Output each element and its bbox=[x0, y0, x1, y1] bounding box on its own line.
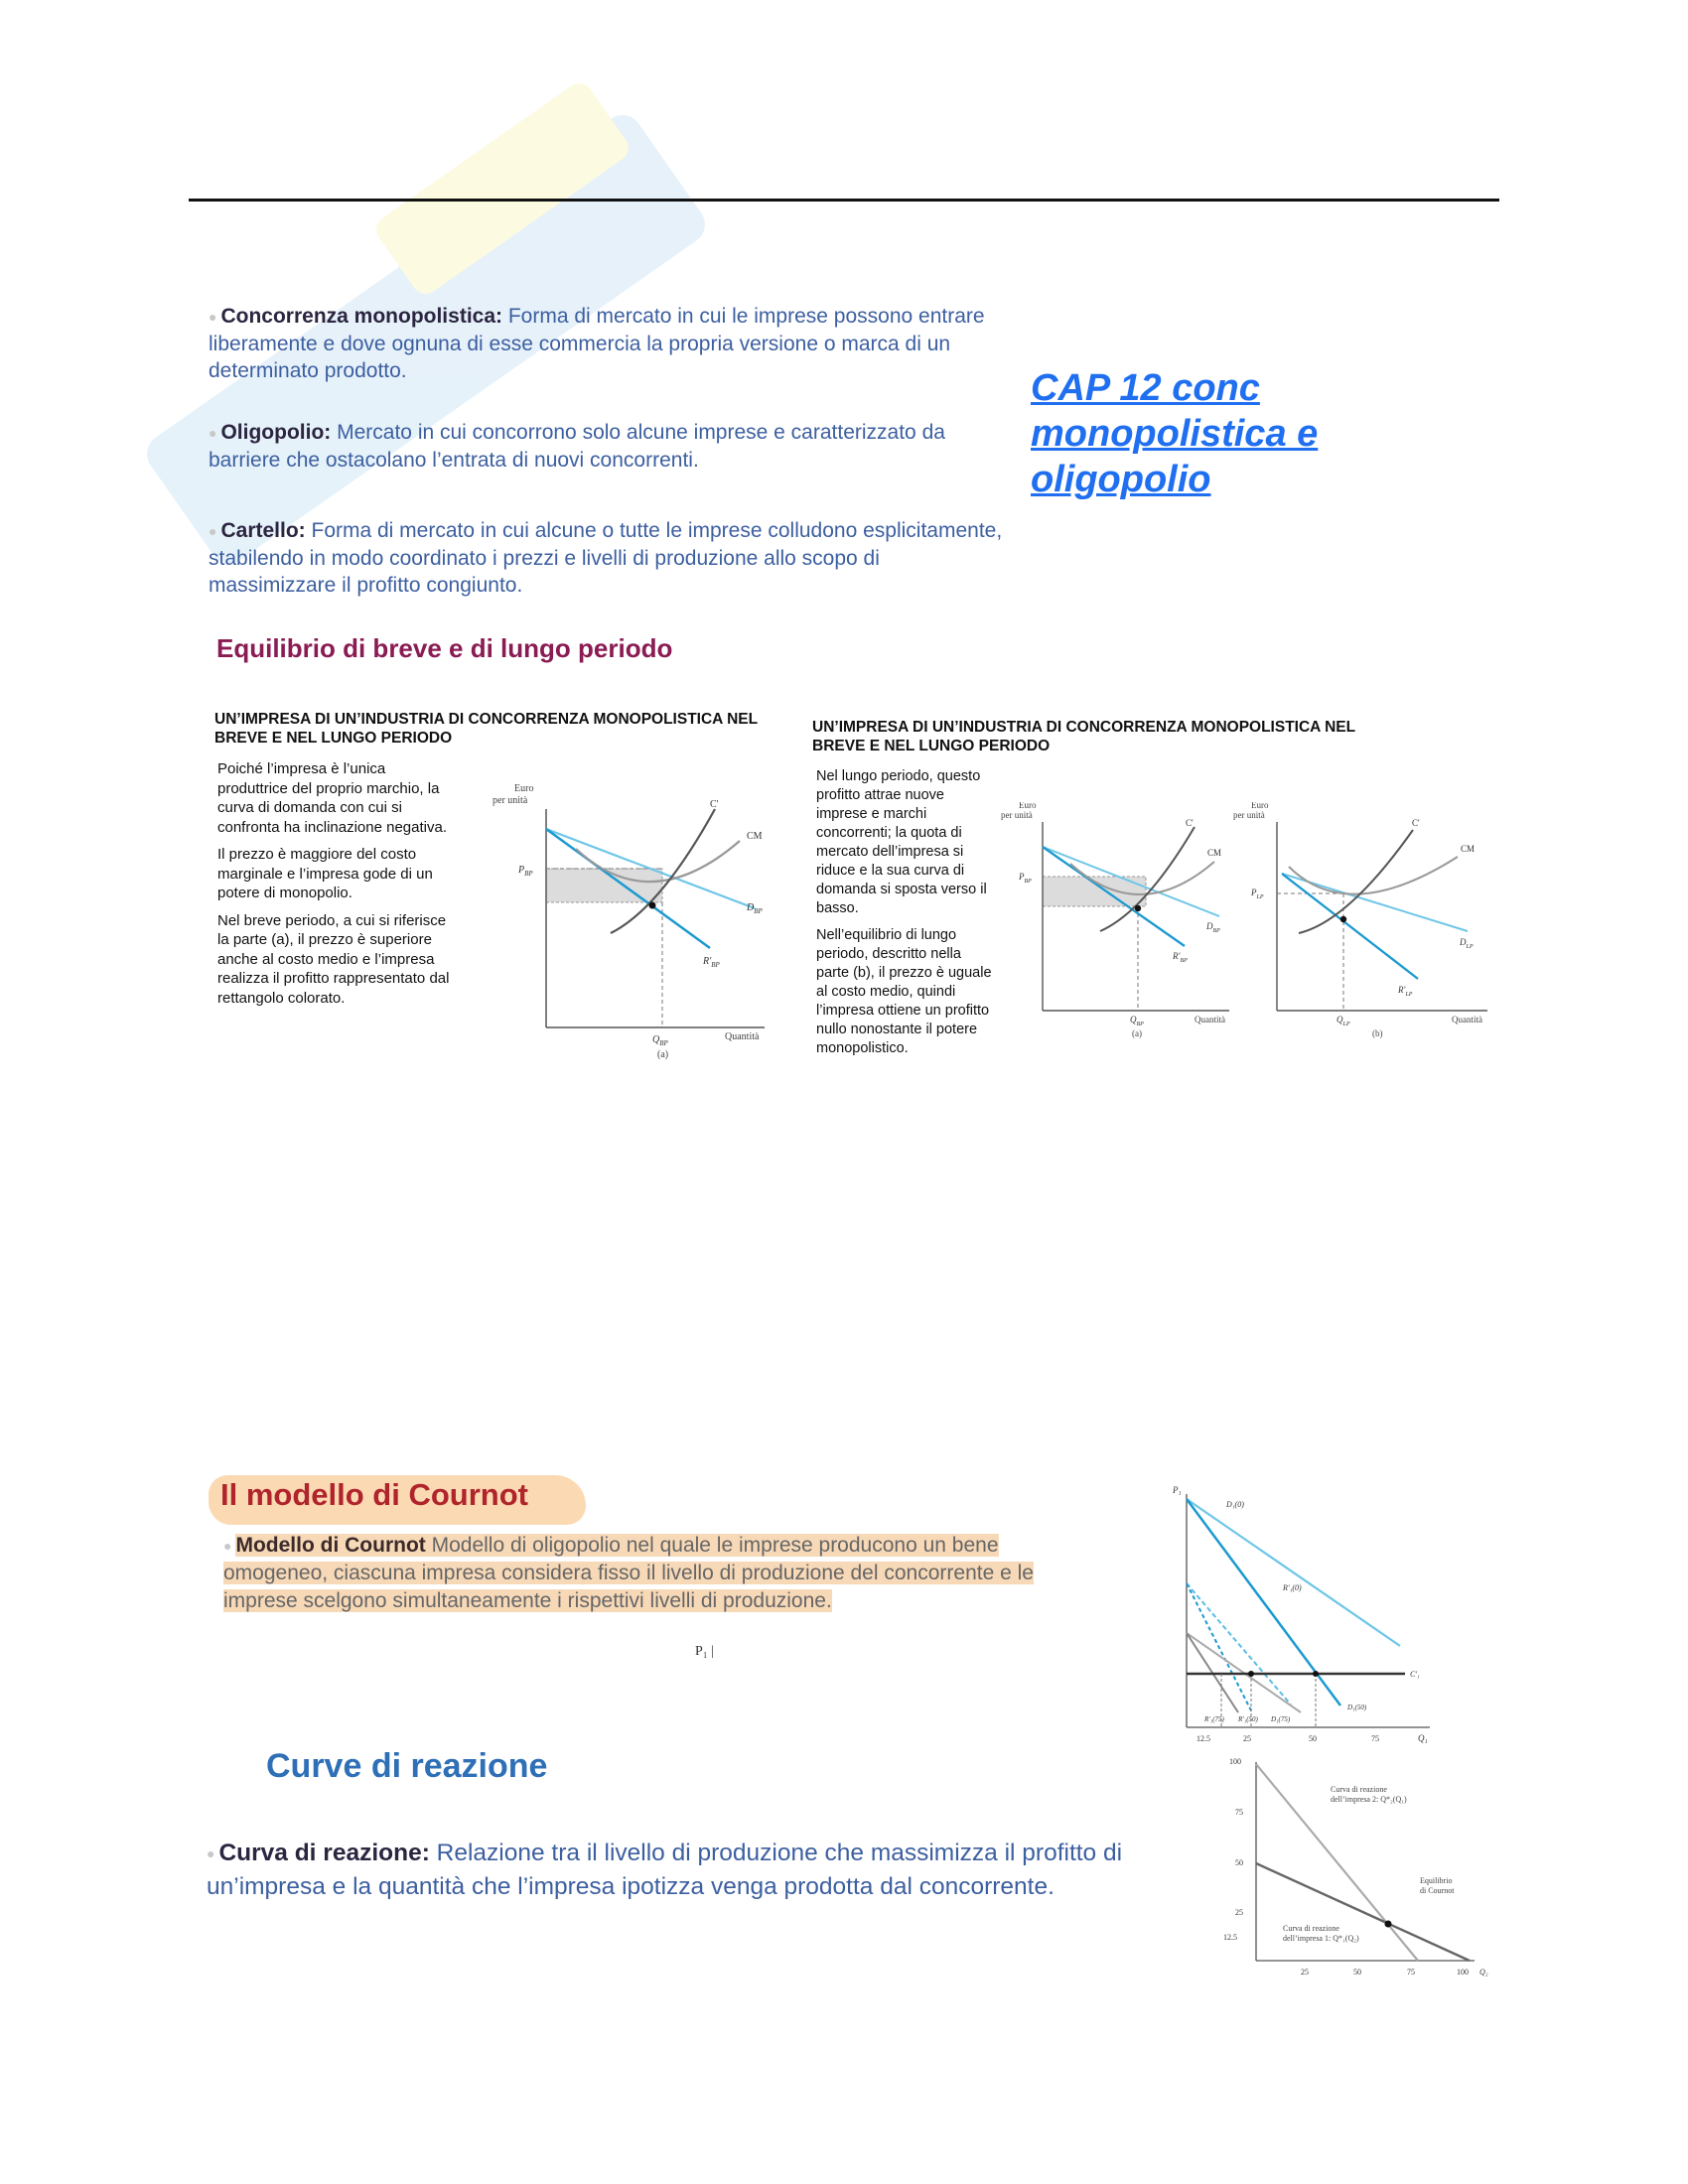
x-axis-label: Q₁ bbox=[1418, 1733, 1428, 1743]
reaction-heading: Curve di reazione bbox=[266, 1747, 548, 1785]
definition-concorrenza bbox=[209, 303, 1003, 384]
figure-left-title: UN’IMPRESA DI UN’INDUSTRIA DI CONCORRENZA MONOPOLISTICA NEL BREVE E NEL LUNGO PERIODO bbox=[214, 711, 758, 747]
y-axis-label: Euro bbox=[1019, 802, 1037, 810]
y-axis-label: per unità bbox=[1233, 810, 1265, 820]
y-tick-label: 100 bbox=[1229, 1757, 1241, 1766]
d50-label: D₁(50) bbox=[1347, 1704, 1367, 1711]
bullet-icon: ● bbox=[209, 522, 217, 539]
d0-label: D₁(0) bbox=[1226, 1500, 1244, 1509]
mr-label: $R'_{LP}$ bbox=[1398, 985, 1413, 998]
x-axis-label: Quantità bbox=[725, 1031, 760, 1042]
mc-label: C' bbox=[1412, 818, 1420, 828]
figure-left-paragraph: Poiché l’impresa è l’unica produttrice del proprio marchio, la curva di domanda con cui si confronta ha inclinazione negativa. bbox=[217, 760, 447, 836]
marginal-cost-curve bbox=[1299, 830, 1413, 933]
mc-label: C' bbox=[1186, 818, 1194, 828]
marginal-revenue-curve bbox=[1282, 874, 1418, 979]
definition-cartello bbox=[209, 517, 1003, 599]
panel-a bbox=[1001, 802, 1229, 1038]
equilibrium-point bbox=[649, 902, 656, 909]
equilibrium-label: di Cournot bbox=[1420, 1886, 1455, 1895]
panel-b bbox=[1233, 802, 1487, 1038]
price-label: $P_{BP}$ bbox=[1019, 872, 1032, 885]
y-axis-label: P₁ bbox=[1173, 1485, 1182, 1495]
ac-label: CM bbox=[1207, 848, 1222, 858]
figure-left-graph bbox=[487, 779, 784, 1067]
text-cartello: Forma di mercato in cui alcune o tutte le imprese colludono esplicitamente, stabilendo in modo coordinato i prezzi e livelli di produzione allo scopo di massimizzare il profitto congiunto. bbox=[209, 519, 1003, 597]
mr-label: $R'_{BP}$ bbox=[1173, 951, 1188, 964]
price-label: $P_{LP}$ bbox=[1251, 887, 1264, 900]
quantity-label: $Q_{LP}$ bbox=[1336, 1015, 1350, 1027]
y-tick-label: 75 bbox=[1235, 1808, 1243, 1817]
panel-label: (a) bbox=[1132, 1028, 1142, 1038]
ac-label: CM bbox=[1461, 844, 1476, 854]
figure-right-title: UN’IMPRESA DI UN’INDUSTRIA DI CONCORRENZA MONOPOLISTICA NEL BREVE E NEL LUNGO PERIODO bbox=[812, 719, 1355, 754]
bullet-icon: ● bbox=[209, 424, 217, 441]
text-concorrenza: Forma di mercato in cui le imprese possono entrare liberamente e dove ognuna di esse commercia la propria versione o marca di un determinato prodotto. bbox=[209, 305, 985, 382]
y-tick-label: 12.5 bbox=[1223, 1933, 1237, 1942]
panel-label: (b) bbox=[1372, 1028, 1383, 1038]
mr-label: $R'_{BP}$ bbox=[703, 956, 720, 969]
x-tick-label: 25 bbox=[1243, 1734, 1251, 1743]
y-axis-label: Euro bbox=[1251, 802, 1269, 810]
text-oligopolio: Mercato in cui concorrono solo alcune imprese e caratterizzato da barriere che ostacolano l’entrata di nuovi concorrenti. bbox=[209, 421, 945, 472]
demand-label: $D_{LP}$ bbox=[1460, 937, 1474, 950]
quantity-label: $Q_{BP}$ bbox=[1130, 1015, 1144, 1027]
term-reaction: Curva di reazione: bbox=[218, 1840, 430, 1866]
figure-right-paragraph: Nel lungo periodo, questo profitto attrae nuove imprese e marchi concorrenti; la quota di mercato dell’impresa si riduce e la sua curva di domanda si sposta verso il basso. bbox=[816, 768, 987, 916]
term-cournot: Modello di Cournot bbox=[235, 1534, 426, 1557]
ac-label: CM bbox=[747, 831, 763, 842]
equilibrium-point bbox=[1340, 916, 1346, 922]
demand-label: $D_{BP}$ bbox=[747, 902, 763, 915]
x-tick-label: 50 bbox=[1309, 1734, 1317, 1743]
term-cartello: Cartello: bbox=[220, 519, 306, 542]
r50-label: R'₁(50) bbox=[1238, 1715, 1258, 1723]
cournot-definition bbox=[223, 1532, 1077, 1615]
curve2-label: Curva di reazione bbox=[1331, 1785, 1387, 1794]
average-cost-curve bbox=[1289, 857, 1458, 894]
y-axis-label: per unità bbox=[492, 795, 528, 806]
reaction-definition bbox=[207, 1837, 1140, 1903]
price-label: $P_{BP}$ bbox=[518, 865, 533, 878]
d75-label: D₁(75) bbox=[1271, 1715, 1291, 1723]
bullet-icon: ● bbox=[207, 1845, 215, 1862]
x-axis-label: Quantità bbox=[1452, 1015, 1482, 1024]
bullet-icon: ● bbox=[209, 308, 217, 325]
mc-label: C' bbox=[710, 799, 719, 810]
x-tick-label: 12.5 bbox=[1196, 1734, 1210, 1743]
equilibrium-heading: Equilibrio di breve e di lungo periodo bbox=[216, 633, 673, 663]
x-tick-label: 50 bbox=[1353, 1968, 1361, 1977]
stray-price-label: P₁ | bbox=[695, 1644, 714, 1659]
quantity-label: $Q_{BP}$ bbox=[652, 1034, 668, 1047]
figure-right-graph bbox=[1001, 802, 1497, 1050]
r0-label: R'₁(0) bbox=[1283, 1583, 1302, 1592]
cournot-graph bbox=[1157, 1479, 1435, 1749]
intersection-point bbox=[1248, 1671, 1254, 1677]
curve2-label: dell’impresa 2: Q*₂(Q₁) bbox=[1331, 1795, 1407, 1804]
panel-label: (a) bbox=[657, 1049, 669, 1060]
x-tick-label: 25 bbox=[1301, 1968, 1309, 1977]
reaction-graph bbox=[1211, 1752, 1499, 1985]
x-axis-label: Quantità bbox=[1195, 1015, 1225, 1024]
cournot-equilibrium-point bbox=[1385, 1921, 1392, 1928]
profit-rectangle bbox=[546, 869, 662, 902]
r75-label: R'₁(75) bbox=[1204, 1715, 1224, 1723]
definition-oligopolio bbox=[209, 419, 1003, 474]
text-cournot: Modello di oligopolio nel quale le imprese producono un bene omogeneo, ciascuna impresa considera fisso il livello di produzione del concorrente e le imprese scelgono simultaneamente i rispettivi livelli di produzione. bbox=[223, 1534, 1034, 1613]
y-tick-label: 50 bbox=[1235, 1858, 1243, 1867]
figure-right-paragraph: Nell’equilibrio di lungo periodo, descritto nella parte (b), il prezzo è uguale al costo medio, quindi l’impresa ottiene un profitto nullo nonostante il potere monopolistico. bbox=[816, 927, 992, 1056]
y-tick-label: 25 bbox=[1235, 1908, 1243, 1917]
y-axis-label: Euro bbox=[514, 783, 534, 794]
cournot-heading: Il modello di Cournot bbox=[220, 1477, 528, 1512]
term-oligopolio: Oligopolio: bbox=[220, 421, 332, 444]
x-tick-label: 75 bbox=[1407, 1968, 1415, 1977]
figure-left-paragraph: Il prezzo è maggiore del costo marginale e l’impresa gode di un potere di monopolio. bbox=[217, 846, 433, 901]
curve1-label: dell’impresa 1: Q*₁(Q₂) bbox=[1283, 1934, 1359, 1943]
y-axis-label: per unità bbox=[1001, 810, 1033, 820]
equilibrium-label: Equilibrio bbox=[1420, 1876, 1453, 1885]
intersection-point bbox=[1313, 1671, 1319, 1677]
text-reaction: Relazione tra il livello di produzione che massimizza il profitto di un’impresa e la quantità che l’impresa ipotizza venga prodotta dal concorrente. bbox=[207, 1840, 1123, 1901]
mc-label: C'₁ bbox=[1410, 1670, 1420, 1679]
bullet-icon: ● bbox=[223, 1538, 232, 1555]
figure-right-text bbox=[816, 767, 993, 1066]
term-concorrenza: Concorrenza monopolistica: bbox=[220, 305, 502, 328]
equilibrium-point bbox=[1135, 905, 1141, 911]
curve1-label: Curva di reazione bbox=[1283, 1924, 1339, 1933]
x-tick-label: 75 bbox=[1371, 1734, 1379, 1743]
figure-left-text bbox=[217, 759, 456, 1016]
chapter-title-link[interactable]: CAP 12 conc monopolistica e oligopolio bbox=[1031, 367, 1319, 500]
x-axis-name: Q₂ bbox=[1479, 1968, 1488, 1977]
demand-label: $D_{BP}$ bbox=[1206, 921, 1220, 934]
x-tick-label: 100 bbox=[1457, 1968, 1469, 1977]
header-rule bbox=[189, 199, 1499, 202]
figure-left-paragraph: Nel breve periodo, a cui si riferisce la parte (a), il prezzo è superiore anche al costo medio e l’impresa realizza il profitto rappresentato dal rettangolo colorato. bbox=[217, 911, 450, 1007]
demand-d0 bbox=[1187, 1499, 1400, 1646]
